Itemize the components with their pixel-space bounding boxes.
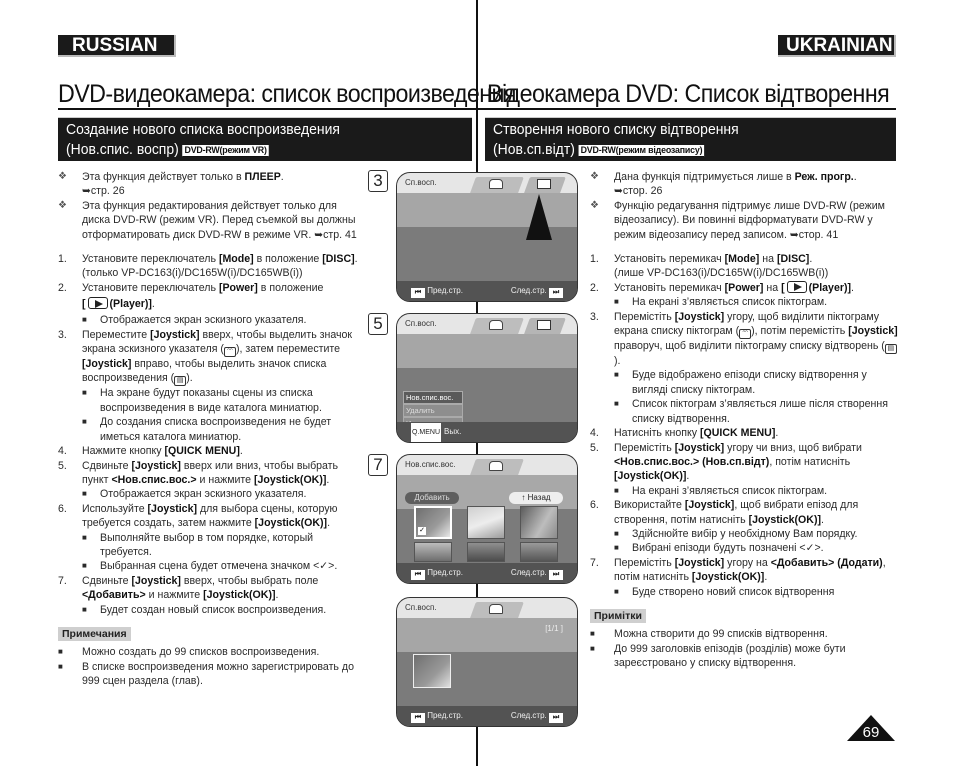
- title-rule: [478, 108, 896, 110]
- ukrainian-instructions: [590, 170, 900, 671]
- square-bullet-icon: ■: [82, 388, 87, 398]
- language-tag-russian: RUSSIAN: [58, 35, 176, 57]
- square-bullet-icon: ■: [614, 370, 619, 380]
- thumbnail-index-icon: ᵔᵔ: [224, 347, 236, 357]
- square-bullet-icon: ■: [58, 647, 63, 657]
- prev-page-icon: ⏮: [411, 713, 425, 723]
- thumbnail-index-icon: ᵔᵔ: [739, 329, 751, 339]
- player-mode-icon: [787, 281, 807, 293]
- thumbnail-selected[interactable]: [414, 506, 452, 539]
- exit-label: Вых.: [444, 427, 462, 436]
- thumbnail[interactable]: [413, 654, 451, 688]
- lcd-screen-step-5: [396, 313, 578, 443]
- page-number: 69: [862, 724, 880, 741]
- disc-mode-badge: DVD-RW(режим VR): [184, 145, 267, 156]
- camera-thumbnail-icon: [489, 461, 503, 471]
- prev-page-label: Пред.стр.: [427, 286, 463, 295]
- diamond-bullet-icon: ❖: [590, 171, 599, 182]
- playlist-icon: [537, 179, 551, 189]
- step-5: 5. Сдвиньте [Joystick] вверх или вниз, чтобы выбрать пункт <Нов.спис.вос.> и нажмите [Joystick(OK)].: [58, 459, 339, 486]
- note-item: ■ Можно создать до 99 списков воспроизведения.: [58, 646, 320, 659]
- prev-page-icon: ⏮: [411, 570, 425, 580]
- square-bullet-icon: ■: [82, 532, 87, 542]
- checkmark-icon: ✓: [419, 527, 425, 534]
- square-bullet-icon: ■: [614, 543, 619, 553]
- pointer-arrow-icon: [526, 194, 552, 240]
- section-heading-line: [493, 140, 860, 160]
- section-heading-line: [66, 140, 436, 160]
- prerequisite-note: ❖ Дана функція підтримується лише в Реж. прогр.. ➥стор. 26: [590, 171, 857, 198]
- diamond-bullet-icon: ❖: [58, 171, 67, 182]
- thumbnail[interactable]: [414, 542, 452, 562]
- diamond-bullet-icon: ❖: [590, 199, 599, 211]
- prerequisite-note: ❖ Функцію редагування підтримує лише DVD-RW (режим відеозапису). Ви повинні відформатувати DVD-RW у режим відеозапису перед записом. ➥стор. 41: [590, 199, 885, 241]
- step-1: 1. Установите переключатель [Mode] в положение [DISC]. (только VP-DC163(i)/DC165W(i)/DC165WB(i)): [58, 253, 358, 280]
- step-7: 7. Перемістіть [Joystick] угору на <Добавить> (Додати), потім натисніть [Joystick(OK)].: [590, 556, 886, 584]
- step-6: 6. Використайте [Joystick], щоб вибрати епізод для створення, потім натисніть [Joystick(OK)].: [590, 499, 859, 526]
- back-button[interactable]: ↑ Назад: [509, 492, 563, 504]
- screen-title: Нов.спис.вос.: [405, 460, 456, 469]
- step-substep: ■ Отображается экран эскизного указателя.: [82, 314, 307, 327]
- square-bullet-icon: ■: [82, 604, 87, 614]
- square-bullet-icon: ■: [614, 297, 619, 307]
- step-substep: ■ На экране будут показаны сцены из списка воспроизведения в виде каталога миниатюр.: [82, 387, 322, 414]
- step-1: 1. Установіть перемикач [Mode] на [DISC]. (лише VP-DC163(i)/DC165W(i)/DC165WB(i)): [590, 253, 829, 280]
- square-bullet-icon: ■: [614, 586, 619, 596]
- note-item: ■ Можна створити до 99 списків відтворення.: [590, 628, 828, 641]
- playlist-icon: ▤: [885, 344, 897, 354]
- step-substep: ■ Список піктограм з’являється лише після створення списку відтворення.: [614, 398, 888, 425]
- step-substep: ■ Буде відображено епізоди списку відтворення у вигляді списку піктограм.: [614, 369, 867, 396]
- prerequisite-note: ❖ Эта функция редактирования действует только для диска DVD-RW (режим VR). Перед съемкой вы должны отформатировать диск DVD-RW в режиме VR. ➥стр. 41: [58, 199, 357, 241]
- square-bullet-icon: ■: [82, 417, 87, 427]
- title-rule: [58, 108, 476, 110]
- step-number-5: 5: [368, 313, 388, 335]
- next-page-icon: ⏭: [549, 570, 563, 580]
- lcd-screen-result: [396, 597, 578, 727]
- step-2: 2. Установіть перемикач [Power] на [ (Player)].: [590, 281, 854, 294]
- page-reference: ➥стр. 26: [82, 185, 125, 198]
- playlist-icon: ▤: [174, 376, 186, 386]
- playlist-icon: [537, 320, 551, 330]
- next-page-label: След.стр.: [510, 711, 547, 720]
- qmenu-key-icon: Q.MENU: [411, 423, 441, 443]
- step-substep: ■ Выполняйте выбор в том порядке, который требуется.: [82, 531, 314, 558]
- step-3: 3. Перемістіть [Joystick] угору, щоб виділити піктограму екрана списку піктограм ( ᵔᵔ ), потім перемістіть [Joystick] праворуч, щоб виділити піктограму списку відтворень ( ▤).: [590, 310, 898, 368]
- step-substep: ■ На екрані з’являється список піктограм.: [614, 296, 828, 309]
- note-item: ■ В списке воспроизведения можно зарегистрировать до 999 сцен раздела (глав).: [58, 660, 354, 688]
- square-bullet-icon: ■: [614, 528, 619, 538]
- square-bullet-icon: ■: [590, 629, 595, 639]
- disc-mode-badge: DVD-RW(режим відеозапису): [580, 145, 703, 156]
- step-3: 3. Переместите [Joystick] вверх, чтобы выделить значок экрана эскизного указателя ( ᵔᵔ ), затем переместите [Joystick] вправо, чтобы выделить значок списка воспроизведения ( ▤ ).: [58, 328, 353, 385]
- camera-thumbnail-icon: [489, 320, 503, 330]
- page-reference: ➥стор. 26: [614, 185, 663, 198]
- step-substep: ■ Отображается экран эскизного указателя.: [82, 488, 307, 501]
- section-heading-line: Створення нового списку відтворення: [493, 121, 739, 138]
- step-number-3: 3: [368, 170, 388, 192]
- next-page-label: След.стр.: [510, 568, 547, 577]
- notes-heading: Примітки: [590, 609, 646, 623]
- section-heading-line: Создание нового списка воспроизведения: [66, 121, 340, 138]
- step-4: 4. Натисніть кнопку [QUICK MENU].: [590, 427, 779, 440]
- language-tag-ukrainian: UKRAINIAN: [778, 35, 896, 57]
- prev-page-label: Пред.стр.: [427, 711, 463, 720]
- square-bullet-icon: ■: [82, 489, 87, 499]
- camera-thumbnail-icon: [489, 179, 503, 189]
- notes-heading: Примечания: [58, 627, 131, 641]
- step-substep: ■ Вибрані епізоди будуть позначені <✓>.: [614, 542, 824, 555]
- step-4: 4. Нажмите кнопку [QUICK MENU].: [58, 445, 243, 458]
- step-7: 7. Сдвиньте [Joystick] вверх, чтобы выбрать поле <Добавить> и нажмите [Joystick(OK)].: [58, 574, 319, 602]
- page-title-russian: DVD-видеокамера: список воспроизведения: [58, 80, 516, 108]
- square-bullet-icon: ■: [614, 399, 619, 409]
- section-heading-subtitle: (Нов.спис. воспр): [66, 141, 179, 158]
- step-substep: ■ Буде створено новий список відтворення: [614, 585, 835, 598]
- screen-title: Сп.восп.: [405, 178, 437, 187]
- square-bullet-icon: ■: [82, 315, 87, 325]
- prev-page-icon: ⏮: [411, 288, 425, 298]
- section-heading-ukrainian: [485, 117, 896, 161]
- next-page-icon: ⏭: [549, 288, 563, 298]
- next-page-icon: ⏭: [549, 713, 563, 723]
- thumbnail[interactable]: [520, 506, 558, 539]
- square-bullet-icon: ■: [58, 661, 63, 671]
- player-mode-icon: [88, 297, 108, 309]
- step-substep: ■ До создания списка воспроизведения не будет иметься каталога миниатюр.: [82, 416, 332, 443]
- thumbnail[interactable]: [467, 542, 505, 562]
- section-heading-russian: [58, 117, 472, 161]
- step-substep: ■ На екрані з’являється список піктограм.: [614, 484, 828, 497]
- thumbnail[interactable]: [520, 542, 558, 562]
- square-bullet-icon: ■: [82, 561, 87, 571]
- step-5: 5. Перемістіть [Joystick] угору чи вниз, щоб вибрати <Нов.спис.вос.> (Нов.сп.відт), потім натисніть [Joystick(OK)].: [590, 441, 862, 483]
- step-2: 2. Установите переключатель [Power] в положение [ (Player)].: [58, 281, 324, 311]
- screen-title: Сп.восп.: [405, 603, 437, 612]
- note-item: ■ До 999 заголовків епізодів (розділів) може бути зареєстровано у списку відтворення.: [590, 642, 846, 670]
- thumbnail[interactable]: [467, 506, 505, 539]
- camera-thumbnail-icon: [489, 604, 503, 614]
- russian-instructions: [58, 170, 358, 689]
- prerequisite-note: ❖ Эта функция действует только в ПЛЕЕР. ➥стр. 26: [58, 171, 284, 198]
- add-button[interactable]: Добавить: [405, 492, 459, 504]
- square-bullet-icon: ■: [614, 485, 619, 495]
- menu-item-delete[interactable]: Удалить: [403, 404, 463, 417]
- step-6: 6. Используйте [Joystick] для выбора сцены, которую требуется создать, затем нажмите [Joystick(OK)].: [58, 502, 338, 530]
- step-substep: ■ Здійснюйте вибір у необхідному Вам порядку.: [614, 527, 858, 540]
- screen-title: Сп.восп.: [405, 319, 437, 328]
- next-page-label: След.стр.: [510, 286, 547, 295]
- step-substep: ■ Будет создан новый список воспроизведения.: [82, 603, 327, 616]
- step-substep: ■ Выбранная сцена будет отмечена значком <✓>.: [82, 560, 338, 573]
- lcd-screen-step-7: [396, 454, 578, 584]
- page-title-ukrainian: Відеокамера DVD: Список відтворення: [487, 80, 890, 108]
- menu-item-new-playlist[interactable]: Нов.спис.вос.: [403, 391, 463, 404]
- prev-page-label: Пред.стр.: [427, 568, 463, 577]
- page-counter: [1/1 ]: [545, 624, 563, 633]
- section-heading-subtitle: (Нов.сп.відт): [493, 141, 575, 158]
- square-bullet-icon: ■: [590, 643, 595, 653]
- diamond-bullet-icon: ❖: [58, 199, 67, 211]
- step-number-7: 7: [368, 454, 388, 476]
